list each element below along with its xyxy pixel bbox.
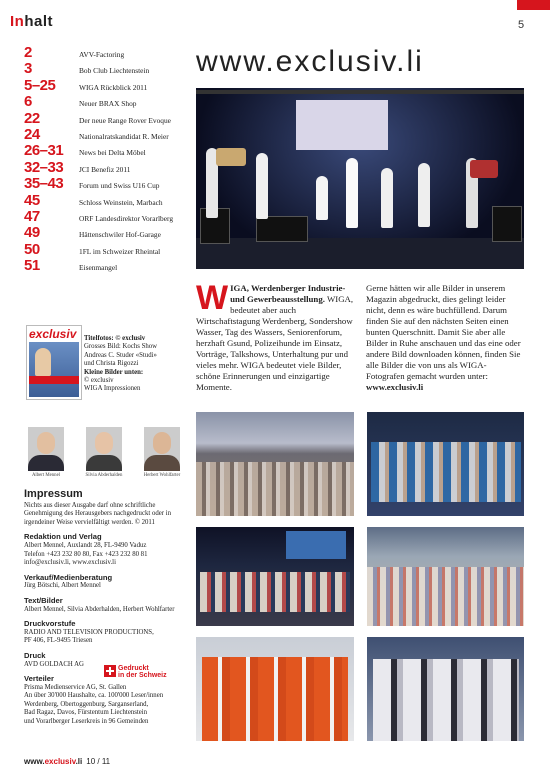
impressum (24, 490, 194, 727)
toc-title: Schloss Weinstein, Marbach (79, 197, 163, 207)
photo-credits (84, 335, 179, 394)
toc-page-number: 24 (24, 125, 40, 143)
photo-choir-stage (196, 527, 354, 626)
toc-page-number: 6 (24, 93, 32, 111)
photo-credit-line: Kleine Bilder unten: (84, 368, 144, 376)
stage-photo (196, 88, 524, 269)
toc-page-number: 47 (24, 207, 40, 225)
toc-entry[interactable] (24, 193, 189, 209)
toc-entry[interactable] (24, 176, 189, 192)
toc-page-number: 22 (24, 109, 40, 127)
toc-entry[interactable] (24, 209, 189, 225)
toc-title: News bei Delta Möbel (79, 148, 146, 158)
impressum-title: Impressum (24, 488, 83, 500)
toc-page-number: 49 (24, 224, 40, 242)
impressum-line: Telefon +423 232 80 80, Fax +423 232 80 81 (24, 550, 148, 558)
photo-credit-line: Andreas C. Studer «Studi» (84, 351, 157, 359)
impressum-section-title: Verteiler (24, 674, 54, 684)
toc-title: Bob Club Liechtenstein (79, 66, 150, 76)
toc-entry[interactable] (24, 242, 189, 258)
toc-entry[interactable] (24, 127, 189, 143)
photo-credit-line: und Christa Rigozzi (84, 360, 139, 368)
impressum-line: RADIO AND TELEVISION PRODUCTIONS, (24, 628, 154, 636)
impressum-line: Albert Mennel, Auxlandt 28, FL-9490 Vaduz (24, 541, 147, 549)
toc-entry[interactable] (24, 160, 189, 176)
toc-entry[interactable] (24, 111, 189, 127)
impressum-line: PF 406, FL-9495 Triesen (24, 637, 93, 645)
toc-page-number: 2 (24, 44, 32, 61)
toc-title: WIGA Rückblick 2011 (79, 82, 148, 92)
toc-page-number: 50 (24, 240, 40, 258)
toc-title: JCI Benefiz 2011 (79, 164, 131, 174)
table-of-contents (24, 45, 189, 274)
article-body: WIGA, bedeutet aber auch Wirtschaftstagung Werdenberg, Sondershow Wasser, Tag des Wassers, Seniorenforum, herzhaft Gsund, Polizeihunde im Einsatz, Vorträge, Talkshows, Unterhaltung pur und vieles mehr. WIGA bedeutet viele Bilder, schöne Erinnerungen und einzigartige Momente. (196, 294, 354, 392)
toc-entry[interactable] (24, 45, 189, 61)
toc-title: Der neue Range Rover Evoque (79, 115, 171, 125)
drop-cap: W (196, 279, 229, 317)
printed-in-switzerland-badge: Gedruckt in der Schweiz (118, 665, 178, 679)
staff-herbert-wohlfarter: Herbert Wohlfarter (140, 427, 184, 478)
headline-url[interactable]: www.exclusiv.li (196, 45, 424, 78)
toc-entry[interactable] (24, 94, 189, 110)
photo-credit-line: © exclusiv (84, 377, 114, 385)
staff-silvia-abderhalden: Silvia Abderhalden (82, 427, 126, 478)
photo-group-hall (367, 412, 524, 516)
photo-credit-line: WIGA Impressionen (84, 385, 141, 393)
toc-page-number: 51 (24, 257, 40, 275)
impressum-line: An über 30'000 Haushalte, ca. 100'000 Leser/innen (24, 692, 164, 700)
impressum-section-title: Text/Bilder (24, 595, 63, 605)
impressum-line: Prisma Medienservice AG, St. Gallen (24, 683, 127, 691)
article-text (196, 279, 524, 393)
cover-logo: exclusiv (29, 327, 77, 341)
impressum-section-title: Druck (24, 650, 46, 660)
page-number: 5 (518, 19, 525, 31)
photo-credit-line: Titelfotos: © exclusiv (84, 335, 146, 342)
article-url-link[interactable]: www.exclusiv.li (366, 382, 424, 392)
article-body-2: Gerne hätten wir alle Bilder in unserem Magazin abgedruckt, dies gelingt leider nicht, denn es wäre buchfüllend. Darum finden Sie auf den nächsten Seiten einen bunten Querschnitt. Damit Sie aber alle Bilder in Ruhe anschauen und das eine oder andere Bild downloaden können, finden Sie alle Bilder die von uns als WIGA-Fotografen gemacht wurden unter: (366, 283, 521, 381)
toc-entry[interactable] (24, 258, 189, 274)
impressum-line: Albert Mennel, Silvia Abderhalden, Herbert Wohlfarter (24, 605, 175, 613)
toc-page-number: 5–25 (24, 76, 56, 94)
toc-title: Nationalratskandidat R. Meier (79, 131, 169, 141)
footer-brand: exclusiv (44, 757, 76, 766)
footer: www.exclusiv.li 10 / 11 (24, 757, 111, 766)
impressum-line: Bad Ragaz, Davos, Fürstentum Liechtenstein (24, 709, 148, 717)
toc-page-number: 3 (24, 60, 32, 78)
impressum-section-title: Druckvorstufe (24, 619, 76, 629)
photo-security-team (367, 637, 524, 741)
article-lead: IGA, Werdenberger Industrie- und Gewerbeausstellung. (230, 283, 346, 304)
toc-entry[interactable] (24, 61, 189, 77)
swiss-flag-icon (104, 665, 116, 677)
toc-title: Neuer BRAX Shop (79, 99, 137, 109)
impressum-line: und Vorarlberger Leserkreis in 96 Gemeinden (24, 718, 149, 726)
avatar (86, 427, 122, 471)
avatar (144, 427, 180, 471)
toc-title: Forum und Swiss U16 Cup (79, 181, 160, 191)
toc-entry[interactable] (24, 78, 189, 94)
avatar (28, 427, 64, 471)
toc-title: Eisenmangel (79, 263, 118, 273)
cover-thumbnail (26, 325, 82, 400)
footer-page-range: 10 / 11 (86, 757, 111, 766)
page-corner-tab (517, 0, 550, 10)
photo-audience-hall (196, 412, 354, 516)
toc-page-number: 45 (24, 191, 40, 209)
photo-firefighters (196, 637, 354, 741)
toc-page-number: 35–43 (24, 175, 64, 193)
section-title: Inhalt (10, 13, 54, 30)
impressum-line: Werdenberg, Obertoggenburg, Sarganserland, (24, 700, 149, 708)
photo-seniors-forum (367, 527, 524, 626)
toc-entry[interactable] (24, 225, 189, 241)
impressum-section-title: Redaktion und Verlag (24, 532, 102, 542)
toc-entry[interactable] (24, 143, 189, 159)
impressum-line: AVD GOLDACH AG (24, 660, 84, 668)
toc-title: AVV-Factoring (79, 50, 125, 59)
toc-page-number: 32–33 (24, 158, 64, 176)
toc-title: 1FL im Schweizer Rheintal (79, 246, 161, 256)
impressum-section-title: Verkauf/Medienberatung (24, 572, 113, 582)
photo-credit-line: Grosses Bild: Kochs Show (84, 343, 158, 351)
toc-title: Hättenschwiler Hof-Garage (79, 230, 161, 240)
impressum-line: info@exclusiv.li, www.exclusiv.li (24, 559, 116, 567)
toc-title: ORF Landesdirektor Vorarlberg (79, 213, 174, 223)
toc-page-number: 26–31 (24, 142, 64, 160)
staff-albert-mennel: Albert Mennel (24, 427, 68, 478)
impressum-intro: Nichts aus dieser Ausgabe darf ohne schriftliche Genehmigung des Herausgebers nachgedruckt oder in irgendeiner Weise vervielfältigt werden. © 2011 (24, 501, 172, 526)
impressum-line: Jürg Bötschi, Albert Mennel (24, 582, 101, 590)
